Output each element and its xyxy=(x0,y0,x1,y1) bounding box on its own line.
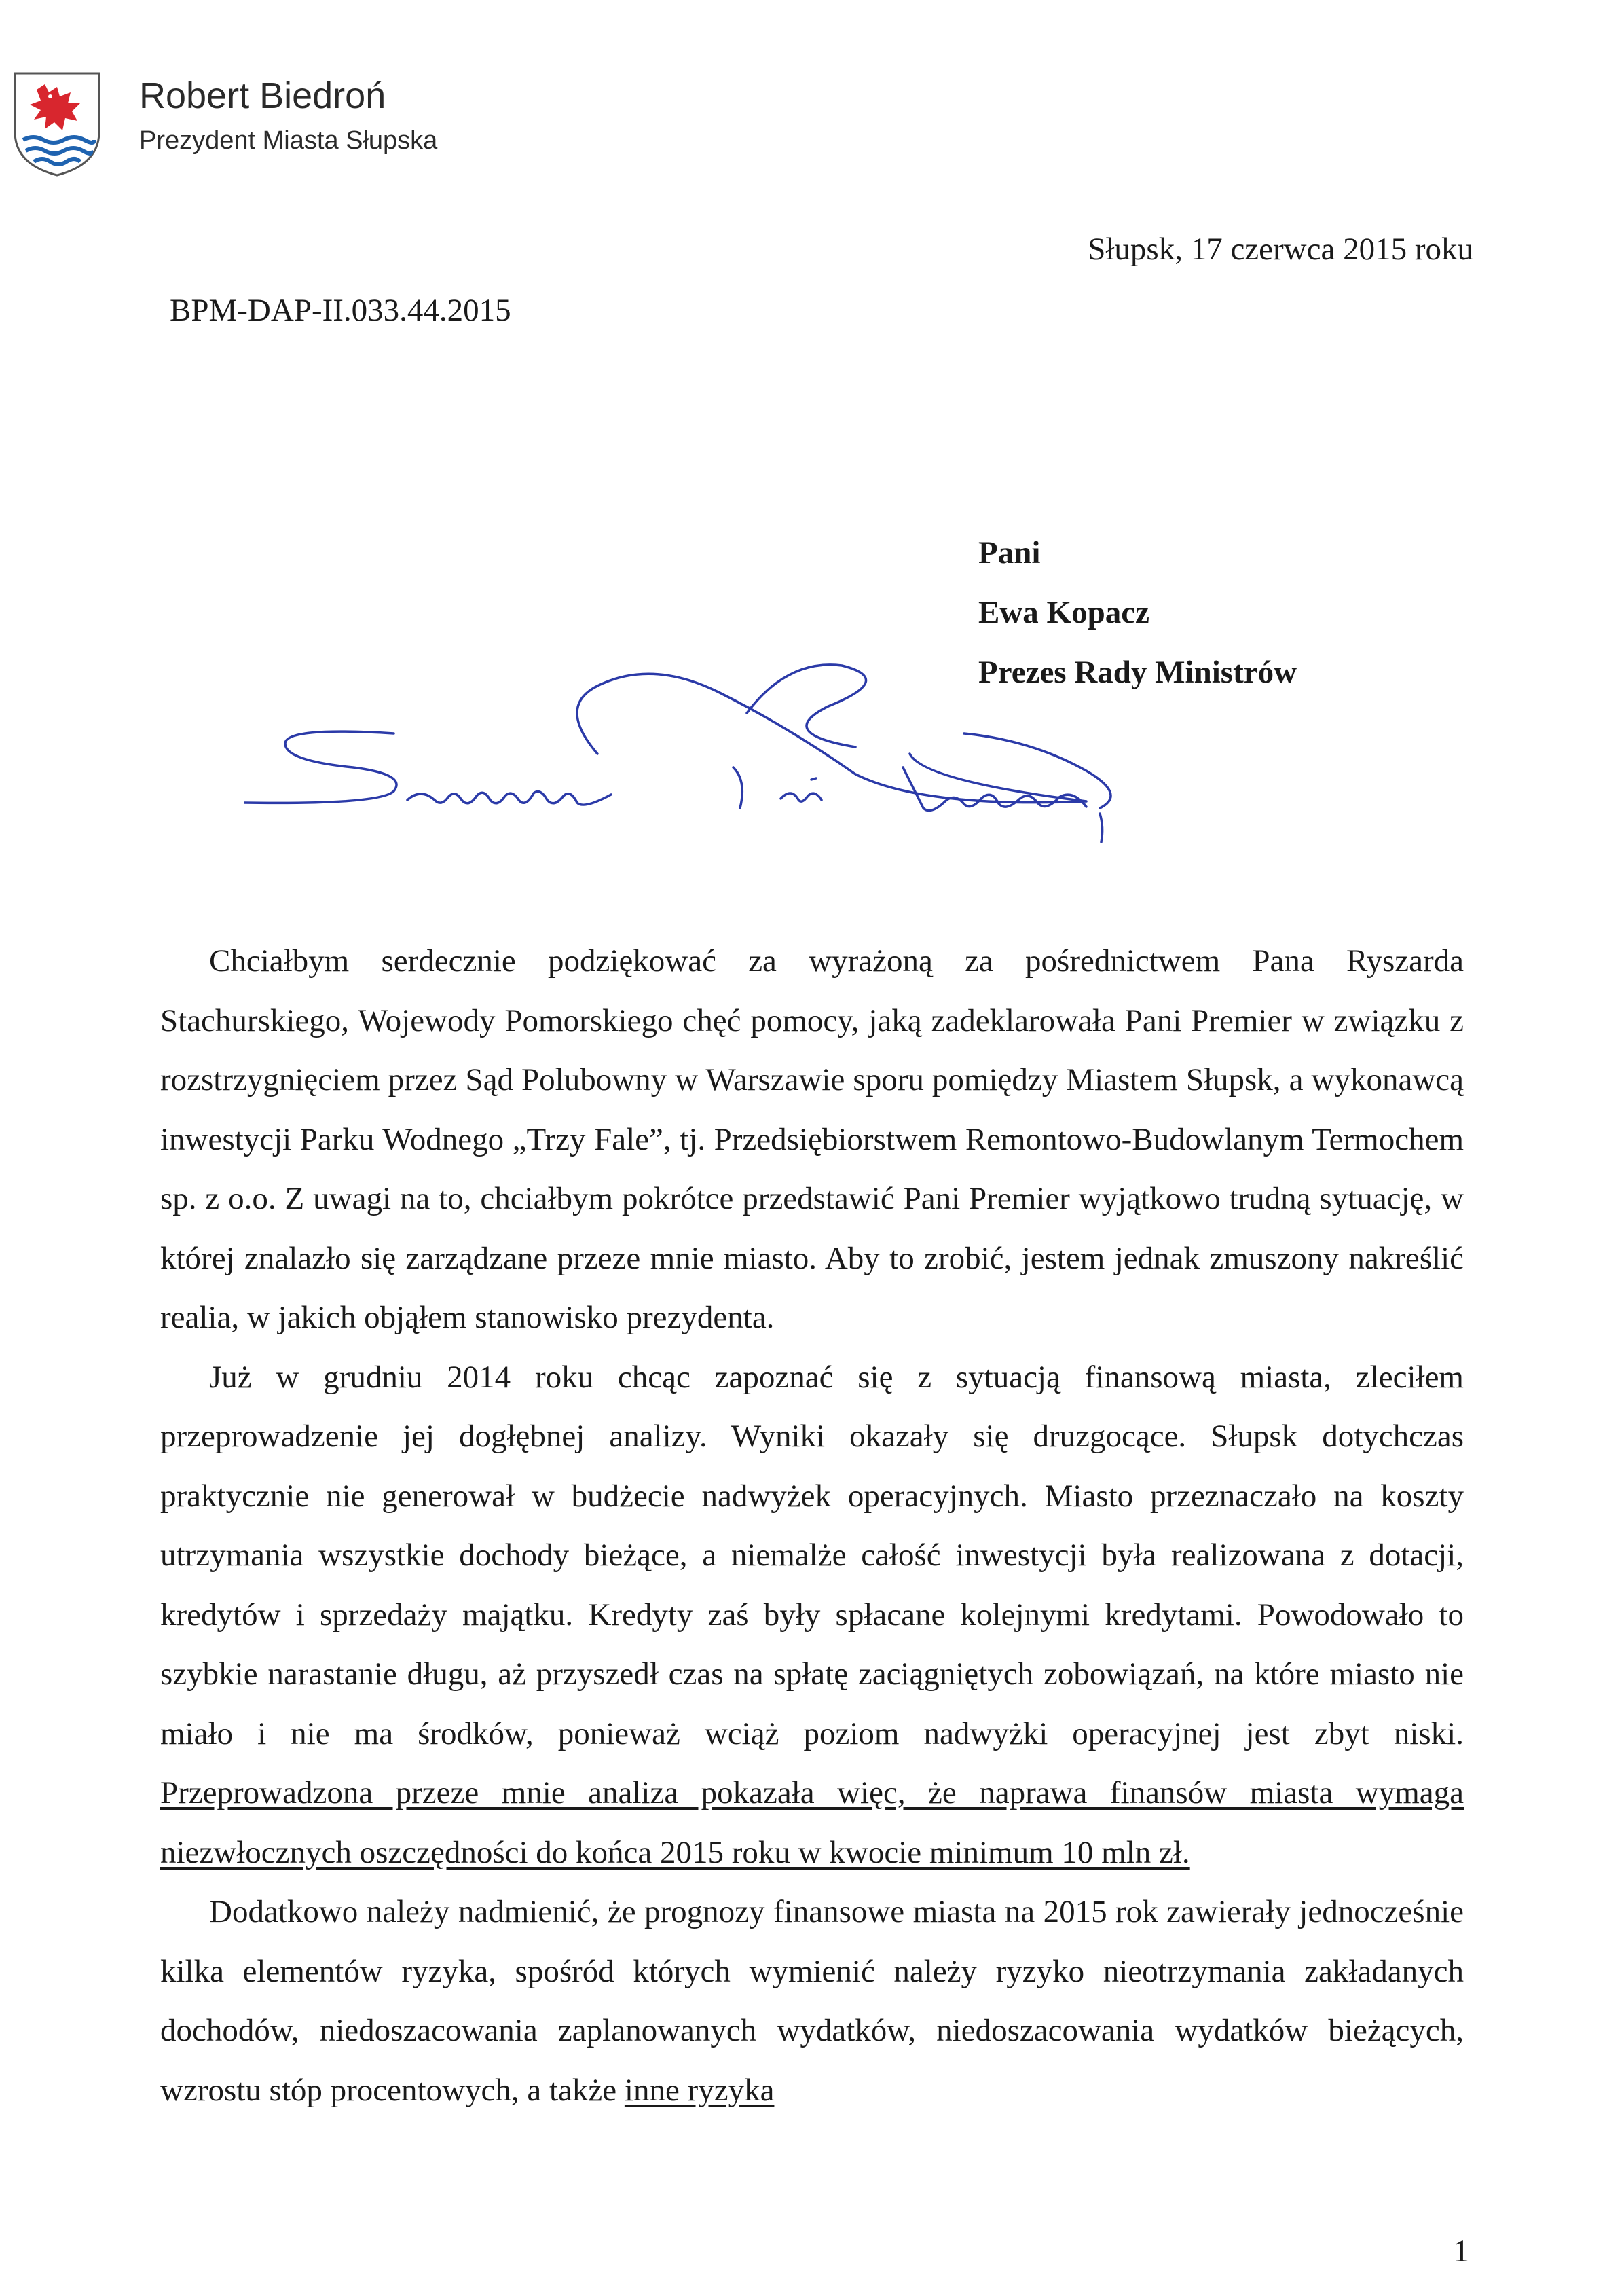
paragraph-3 xyxy=(160,1882,1464,2120)
paragraph-1: Chciałbym serdecznie podziękować za wyrażoną za pośrednictwem Pana Ryszarda Stachurskiego, Wojewody Pomorskiego chęć pomocy, jaką zadeklarowała Pani Premier w związku z rozstrzygnięciem przez Sąd Polubowny w Warszawie sporu pomiędzy Miastem Słupsk, a wykonawcą inwestycji Parku Wodnego „Trzy Fale”, tj. Przedsiębiorstwem Remontowo-Budowlanym Termochem sp. z o.o. Z uwagi na to, chciałbym pokrótce przedstawić Pani Premier wyjątkowo trudną sytuację, w której znalazło się zarządzane przeze mnie miasto. Aby to zrobić, jestem jednak zmuszony nakreślić realia, w jakich objąłem stanowisko prezydenta. xyxy=(160,943,1464,1335)
slupsk-coat-of-arms-icon xyxy=(10,69,105,178)
addressee-name: Ewa Kopacz xyxy=(978,595,1149,630)
letter-body xyxy=(160,932,1464,2120)
addressee-salutation: Pani xyxy=(978,535,1041,570)
paragraph-2-underlined: Przeprowadzona przeze mnie analiza pokazała więc, że naprawa finansów miasta wymaga niezwłocznych oszczędności do końca 2015 roku w kwocie minimum 10 mln zł. xyxy=(160,1775,1464,1870)
place-and-date: Słupsk, 17 czerwca 2015 roku xyxy=(1088,232,1473,267)
page-number: 1 xyxy=(1453,2234,1469,2269)
handwritten-salutation xyxy=(244,645,1141,890)
letterhead-role: Prezydent Miasta Słupska xyxy=(139,126,438,155)
addressee-title: Prezes Rady Ministrów xyxy=(978,655,1297,690)
paragraph-3-underlined: inne ryzyka xyxy=(624,2072,775,2108)
paragraph-2 xyxy=(160,1348,1464,1883)
letterhead-name: Robert Biedroń xyxy=(139,75,386,116)
paragraph-3-text: Dodatkowo należy nadmienić, że prognozy finansowe miasta na 2015 rok zawierały jednocześnie kilka elementów ryzyka, spośród których wymienić należy ryzyko nieotrzymania zakładanych dochodów, niedoszacowania zaplanowanych wydatków, niedoszacowania wydatków bieżących, wzrostu stóp procentowych, a także xyxy=(160,1894,1464,2108)
paragraph-2-text: Już w grudniu 2014 roku chcąc zapoznać się z sytuacją finansową miasta, zleciłem przeprowadzenie jej dogłębnej analizy. Wyniki okazały się druzgocące. Słupsk dotychczas praktycznie nie generował w budżecie nadwyżek operacyjnych. Miasto przeznaczało na koszty utrzymania wszystkie dochody bieżące, a niemalże całość inwestycji była realizowana z dotacji, kredytów i sprzedaży majątku. Kredyty zaś były spłacane kolejnymi kredytami. Powodowało to szybkie narastanie długu, aż przyszedł czas na spłatę zaciągniętych zobowiązań, na które miasto nie miało i nie ma środków, ponieważ wciąż poziom nadwyżki operacyjnej jest zbyt niski. xyxy=(160,1359,1464,1751)
reference-number: BPM-DAP-II.033.44.2015 xyxy=(170,293,511,328)
